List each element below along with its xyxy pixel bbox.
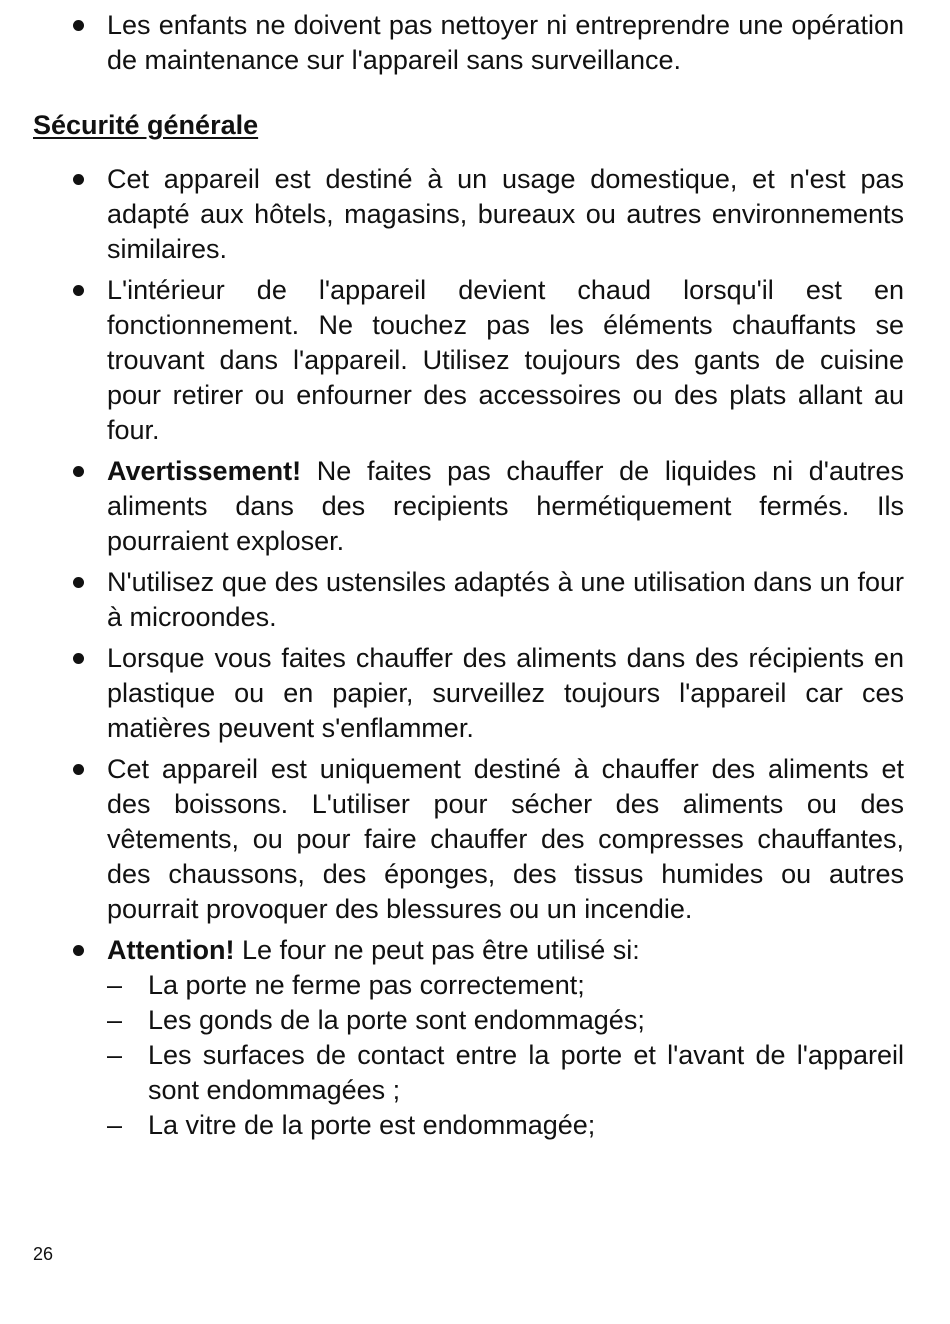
bullet-bold-label: Avertissement! <box>107 456 302 486</box>
page-number: 26 <box>33 1244 54 1264</box>
dash-marker: – <box>107 1005 123 1035</box>
bullet-text: Cet appareil est destiné à un usage domestique, et n'est pas adapté aux hôtels, magasins, bureaux ou autres environnements similaires. <box>107 164 904 264</box>
bullet-item <box>0 933 904 1143</box>
bullet-item <box>0 273 904 448</box>
bullet-item <box>0 8 904 78</box>
bullet-dot-icon <box>73 653 84 664</box>
bullet-item <box>0 641 904 746</box>
dash-marker: – <box>107 970 123 1000</box>
bullet-text: Le four ne peut pas être utilisé si: <box>234 935 640 965</box>
bullet-dot-icon <box>73 174 84 185</box>
bullet-bold-label: Attention! <box>107 935 235 965</box>
bullet-item <box>0 162 904 267</box>
bullet-text: N'utilisez que des ustensiles adaptés à une utilisation dans un four à microondes. <box>107 567 904 632</box>
bullet-dot-icon <box>73 466 84 477</box>
bullet-text: L'intérieur de l'appareil devient chaud lorsqu'il est en fonctionnement. Ne touchez pas les éléments chauffants se trouvant dans l'appareil. Utilisez toujours des gants de cuisine pour retirer ou enfourner des accessoires ou des plats allant au four. <box>107 275 904 445</box>
bullet-text: Lorsque vous faites chauffer des aliments dans des récipients en plastique ou en papier, surveillez toujours l'appareil car ces matières peuvent s'enflammer. <box>107 643 904 743</box>
intro-bullet-list <box>0 8 950 78</box>
sublist-item <box>107 1108 904 1143</box>
sublist-text: La vitre de la porte est endommagée; <box>148 1110 596 1140</box>
bullet-item <box>0 454 904 559</box>
bullet-text: Les enfants ne doivent pas nettoyer ni entreprendre une opération de maintenance sur l'appareil sans surveillance. <box>107 10 904 75</box>
sublist-item <box>107 968 904 1003</box>
dash-marker: – <box>107 1040 123 1070</box>
bullet-dot-icon <box>73 577 84 588</box>
bullet-text: Ne faites pas chauffer de liquides ni d'autres aliments dans des recipients hermétiquement fermés. Ils pourraient exploser. <box>107 456 904 556</box>
bullet-dot-icon <box>73 285 84 296</box>
sublist-item <box>107 1003 904 1038</box>
safety-bullet-list <box>0 162 950 1143</box>
bullet-item <box>0 565 904 635</box>
bullet-item <box>0 752 904 927</box>
sublist-item <box>107 1038 904 1108</box>
bullet-dot-icon <box>73 20 84 31</box>
dash-marker: – <box>107 1110 123 1140</box>
sublist-text: Les gonds de la porte sont endommagés; <box>148 1005 645 1035</box>
bullet-dot-icon <box>73 945 84 956</box>
section-heading: Sécurité générale <box>33 110 259 140</box>
bullet-text: Cet appareil est uniquement destiné à chauffer des aliments et des boissons. L'utiliser pour sécher des aliments ou des vêtements, ou pour faire chauffer des compresses chauffantes, des chaussons, des éponges, des tissus humides ou autres pourrait provoquer des blessures ou un incendie. <box>107 754 904 924</box>
bullet-dot-icon <box>73 764 84 775</box>
sublist-text: Les surfaces de contact entre la porte et l'avant de l'appareil sont endommagées ; <box>148 1040 904 1105</box>
condition-sublist <box>107 968 904 1143</box>
sublist-text: La porte ne ferme pas correctement; <box>148 970 585 1000</box>
